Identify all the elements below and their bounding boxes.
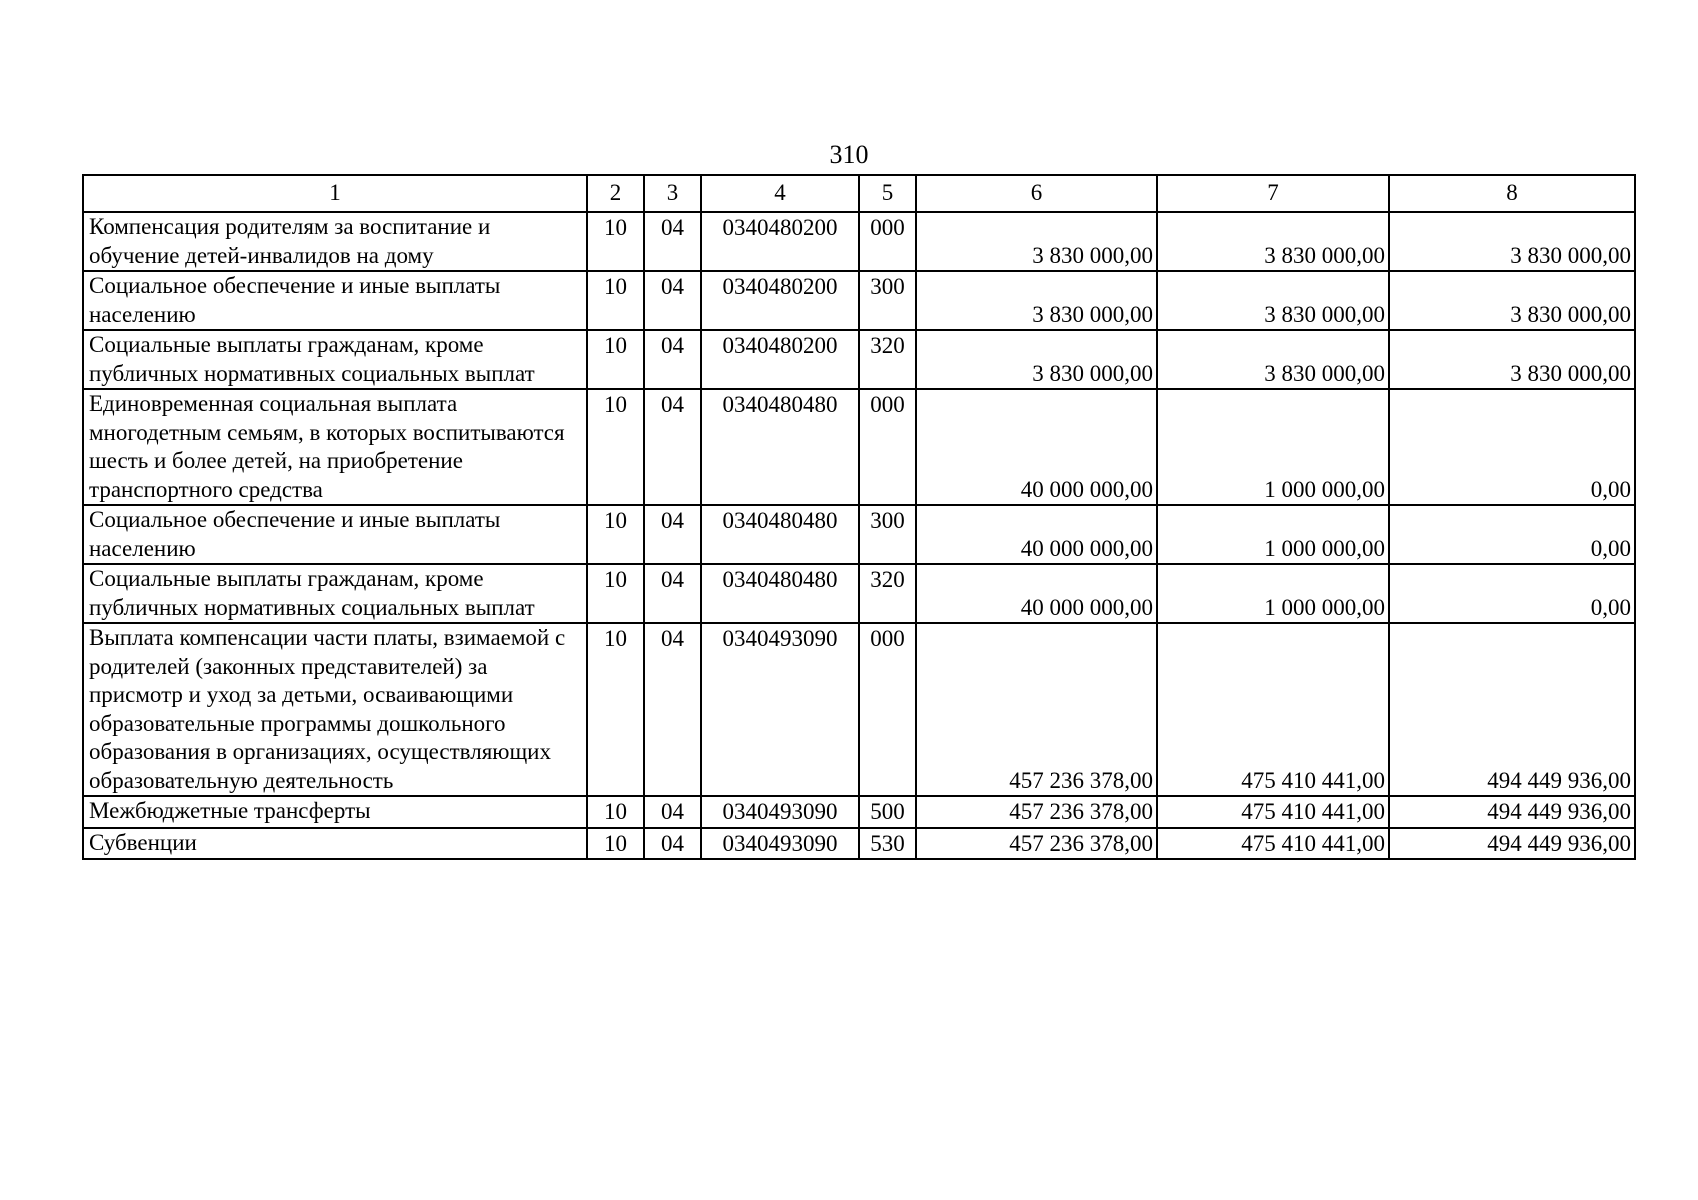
table-row [83,330,1635,389]
row-subsection: 04 [644,212,701,271]
row-subsection: 04 [644,564,701,623]
row-section: 10 [587,828,644,860]
table-row [83,796,1635,828]
row-amount-7: 475 410 441,00 [1157,623,1389,796]
row-amount-8: 3 830 000,00 [1389,330,1635,389]
row-name: Выплата компенсации части платы, взимаемой с родителей (законных представителей) за присмотр и уход за детьми, осваивающими образовательные программы дошкольного образования в организациях, осуществляющих образовательную деятельность [83,623,587,796]
row-expense-type: 000 [859,389,916,505]
row-section: 10 [587,505,644,564]
row-amount-6: 3 830 000,00 [916,330,1157,389]
header-cell-8: 8 [1389,175,1635,212]
row-name: Единовременная социальная выплата многодетным семьям, в которых воспитываются шесть и более детей, на приобретение транспортного средства [83,389,587,505]
row-section: 10 [587,796,644,828]
row-amount-6: 457 236 378,00 [916,623,1157,796]
row-subsection: 04 [644,330,701,389]
row-section: 10 [587,271,644,330]
row-amount-6: 3 830 000,00 [916,271,1157,330]
row-section: 10 [587,330,644,389]
row-amount-6: 40 000 000,00 [916,389,1157,505]
row-name: Социальное обеспечение и иные выплаты населению [83,505,587,564]
header-cell-4: 4 [701,175,859,212]
header-row [83,175,1635,212]
row-subsection: 04 [644,389,701,505]
table-row [83,212,1635,271]
table-body [83,212,1635,859]
row-amount-7: 475 410 441,00 [1157,796,1389,828]
row-amount-7: 3 830 000,00 [1157,212,1389,271]
row-target-article: 0340480200 [701,212,859,271]
table-row [83,389,1635,505]
row-section: 10 [587,212,644,271]
row-section: 10 [587,389,644,505]
row-expense-type: 320 [859,564,916,623]
row-name: Социальные выплаты гражданам, кроме публичных нормативных социальных выплат [83,330,587,389]
row-name: Компенсация родителям за воспитание и обучение детей-инвалидов на дому [83,212,587,271]
header-cell-6: 6 [916,175,1157,212]
row-section: 10 [587,564,644,623]
row-subsection: 04 [644,505,701,564]
table-row [83,623,1635,796]
row-amount-6: 3 830 000,00 [916,212,1157,271]
row-subsection: 04 [644,271,701,330]
row-amount-7: 1 000 000,00 [1157,564,1389,623]
row-expense-type: 300 [859,271,916,330]
row-subsection: 04 [644,828,701,860]
row-name: Межбюджетные трансферты [83,796,587,828]
row-section: 10 [587,623,644,796]
page-number: 310 [829,140,869,169]
header-cell-2: 2 [587,175,644,212]
row-amount-8: 0,00 [1389,564,1635,623]
row-amount-8: 494 449 936,00 [1389,796,1635,828]
row-amount-8: 0,00 [1389,389,1635,505]
row-target-article: 0340493090 [701,796,859,828]
row-expense-type: 320 [859,330,916,389]
row-subsection: 04 [644,796,701,828]
row-subsection: 04 [644,623,701,796]
header-cell-3: 3 [644,175,701,212]
row-target-article: 0340480480 [701,564,859,623]
row-target-article: 0340480480 [701,505,859,564]
row-amount-6: 40 000 000,00 [916,505,1157,564]
row-amount-8: 494 449 936,00 [1389,828,1635,860]
row-amount-6: 40 000 000,00 [916,564,1157,623]
row-expense-type: 000 [859,623,916,796]
row-expense-type: 300 [859,505,916,564]
row-amount-7: 1 000 000,00 [1157,505,1389,564]
row-amount-7: 475 410 441,00 [1157,828,1389,860]
row-amount-7: 1 000 000,00 [1157,389,1389,505]
row-amount-7: 3 830 000,00 [1157,330,1389,389]
table-header [83,175,1635,212]
row-amount-8: 3 830 000,00 [1389,212,1635,271]
row-name: Социальные выплаты гражданам, кроме публичных нормативных социальных выплат [83,564,587,623]
row-target-article: 0340493090 [701,623,859,796]
table-row [83,505,1635,564]
header-cell-7: 7 [1157,175,1389,212]
row-amount-6: 457 236 378,00 [916,828,1157,860]
header-cell-1: 1 [83,175,587,212]
table-row [83,271,1635,330]
row-amount-8: 3 830 000,00 [1389,271,1635,330]
row-expense-type: 000 [859,212,916,271]
row-target-article: 0340480200 [701,271,859,330]
row-expense-type: 530 [859,828,916,860]
row-amount-6: 457 236 378,00 [916,796,1157,828]
table-row [83,828,1635,860]
row-name: Социальное обеспечение и иные выплаты населению [83,271,587,330]
header-cell-5: 5 [859,175,916,212]
row-name: Субвенции [83,828,587,860]
row-target-article: 0340480480 [701,389,859,505]
row-target-article: 0340480200 [701,330,859,389]
row-amount-8: 0,00 [1389,505,1635,564]
row-amount-7: 3 830 000,00 [1157,271,1389,330]
row-amount-8: 494 449 936,00 [1389,623,1635,796]
row-expense-type: 500 [859,796,916,828]
row-target-article: 0340493090 [701,828,859,860]
budget-table [82,174,1636,860]
table-row [83,564,1635,623]
